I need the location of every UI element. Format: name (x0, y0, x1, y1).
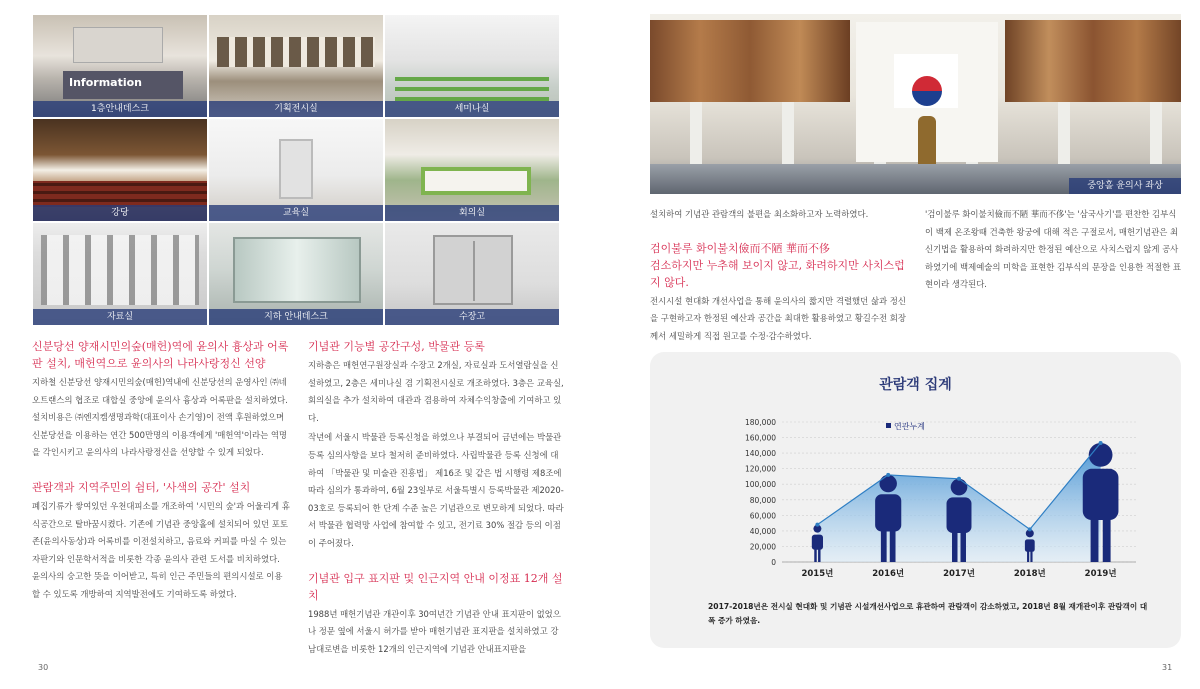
photo-caption: 1층안내데스크 (33, 101, 207, 117)
y-tick-label: 60,000 (749, 511, 776, 521)
photo-caption: 강당 (33, 205, 207, 221)
photo-archive-room (32, 222, 208, 326)
legend-label: 연관누계 (894, 422, 925, 431)
y-tick-label: 40,000 (749, 526, 776, 536)
chart-note: 2017-2018년은 전시실 현대화 및 기념관 시설개선사업으로 휴관하여 관람객이 감소하였고, 2018년 8월 재개관이후 관람객이 대폭 증가 하였음. (708, 602, 1148, 625)
information-sign: Information (69, 76, 142, 89)
person-leg (881, 530, 887, 562)
person-leg (890, 530, 896, 562)
section-signage (308, 570, 564, 659)
person-torso (947, 497, 972, 533)
photo-seminar-room (384, 14, 560, 118)
quote-explanation: '검이불루 화이불치儉而不陋 華而不侈'는 '삼국사기'를 편찬한 김부식이 백제 온조왕때 건축한 왕궁에 대해 적은 구절로서, 매헌기념관은 최신기법을 활용하여 화려하지만 한정된 예산으로 사치스럽지 않게 공사하였기에 백제예술의 미학을 표현한 김부식의 문장을 인용한 적절한 표현이라 생각된다. (925, 209, 1181, 290)
y-tick-label: 140,000 (744, 449, 776, 459)
person-leg (960, 531, 965, 562)
right-column-b (925, 204, 1181, 294)
person-leg (818, 548, 820, 562)
photo-classroom (208, 118, 384, 222)
x-tick-label: 2015년 (801, 569, 834, 579)
section-body: 1988년 매헌기념관 개관이후 30여년간 기념관 안내 표지판이 없었으나 정문 옆에 서울시 허가를 받아 매헌기념관 표지판을 설치하였고 강남대로변을 비롯한 12개의 인근지역에 기념관 안내표지판을 (308, 608, 561, 654)
photo-caption: 기획전시실 (209, 101, 383, 117)
photo-caption: 회의실 (385, 205, 559, 221)
section-museum-registration (308, 338, 564, 553)
section-heading: 기념관 기능별 공간구성, 박물관 등록 (308, 340, 485, 353)
right-column-a (650, 204, 910, 345)
y-tick-label: 20,000 (749, 542, 776, 552)
person-leg (814, 548, 816, 562)
photo-caption: 중앙홀 윤의사 좌상 (1069, 178, 1181, 194)
quote-heading: 검이불루 화이불치儉而不陋 華而不侈 (650, 241, 830, 255)
section-subway-bust (32, 338, 290, 462)
photo-storage-room (384, 222, 560, 326)
x-tick-label: 2017년 (943, 569, 975, 579)
person-head (879, 475, 896, 492)
photo-info-desk (32, 14, 208, 118)
x-tick-label: 2018년 (1013, 569, 1046, 579)
photo-grid (32, 14, 560, 326)
person-leg (1103, 518, 1111, 562)
section-heading: 신분당선 양재시민의숲(매헌)역에 윤의사 흉상과 어록판 설치, 매헌역으로 윤의사의 나라사랑정신 선양 (32, 340, 289, 370)
person-torso (875, 494, 901, 531)
photo-caption: 세미나실 (385, 101, 559, 117)
photo-meeting-room (384, 118, 560, 222)
section-heading: 기념관 입구 표지판 및 인근지역 안내 이정표 12개 설치 (308, 571, 563, 602)
y-tick-label: 120,000 (744, 464, 776, 474)
section-body: 작년에 서울시 박물관 등록신청을 하였으나 부결되어 금년에는 박물관 등록 심의사항을 보다 철저히 준비하였다. 사립박물관 등록 신청에 대하여 「박물관 및 미술관 진흥법」 제16조 및 같은 법 시행령 제8조에 따라 심의가 통과하여, 6월 23일부로 서울특별시 등록박물관 제2020-03호로 등록되어 한 단계 수준 높은 기념관으로 변모하게 되었다. 따라서 박물관 협력망 사업에 참여할 수 있고, 전기료 30% 절감 등의 이점이 주어졌다. (308, 432, 564, 548)
data-point (815, 523, 819, 527)
person-leg (952, 531, 957, 562)
photo-auditorium (32, 118, 208, 222)
chart-title: 관람객 집계 (879, 377, 952, 393)
continued-text: 설치하여 기념관 관람객의 불편을 최소화하고자 노력하였다. (650, 209, 869, 219)
page-number-left: 30 (38, 663, 49, 672)
person-torso (812, 535, 823, 550)
person-torso (1025, 539, 1035, 551)
y-tick-label: 160,000 (744, 433, 776, 443)
photo-exhibition-room (208, 14, 384, 118)
quote-subheading: 검소하지만 누추해 보이지 않고, 화려하지만 사치스럽지 않다. (650, 258, 905, 289)
section-heading: 관람객과 지역주민의 쉼터, '사색의 공간' 설치 (32, 480, 251, 494)
x-tick-label: 2016년 (872, 569, 905, 579)
person-leg (1091, 518, 1099, 562)
left-column-b (308, 338, 564, 675)
x-tick-label: 2019년 (1084, 569, 1117, 579)
section-body: 폐집기류가 쌓여있던 우천대피소를 개조하여 '시민의 숲'과 어울리게 휴식공간으로 탈바꿈시켰다. 기존에 기념관 중앙홀에 설치되어 있던 포토존(윤의사동상)과 어록비를 이전설치하고, 음료와 커피를 마실 수 있는 자판기와 인문학서적을 비롯한 각종 윤의사 관련 도서를 비치하였다. 윤의사의 숭고한 뜻을 이어받고, 특히 인근 주민들의 편의시설로 이용할 수 있도록 개방하여 지역발전에도 기여하도록 하였다. (32, 500, 290, 599)
photo-basement-desk (208, 222, 384, 326)
page-number-right: 31 (1162, 663, 1173, 672)
left-column-a (32, 338, 290, 621)
photo-caption: 자료실 (33, 309, 207, 325)
photo-caption: 지하 안내데스크 (209, 309, 383, 325)
person-leg (1030, 550, 1032, 562)
quote-body: 전시시설 현대화 개선사업을 통해 윤의사의 짧지만 격렬했던 삶과 정신을 구현하고자 한정된 예산과 공간을 최대한 활용하였고 황길수전 회장께서 세밀하게 직접 원고를 수정·감수하였다. (650, 295, 906, 341)
y-tick-label: 180,000 (744, 418, 776, 427)
data-point (886, 473, 890, 477)
section-rest-space (32, 479, 290, 604)
person-head (1089, 443, 1113, 467)
section-body: 지하층은 매헌연구원장실과 수장고 2개실, 자료실과 도서열람실을 신설하였고, 2층은 세미나실 겸 기획전시실로 개조하였다. 3층은 교육실, 회의실을 추가 설치하여 대관과 겸용하여 자체수익창출에 기여하고 있다. (308, 360, 564, 423)
legend-swatch (886, 423, 891, 428)
data-point (957, 477, 961, 481)
person-leg (1027, 550, 1029, 562)
y-tick-label: 0 (771, 558, 776, 567)
photo-caption: 수장고 (385, 309, 559, 325)
y-tick-label: 100,000 (744, 480, 776, 490)
person-head (951, 479, 968, 496)
photo-caption: 교육실 (209, 205, 383, 221)
data-point (1099, 441, 1103, 445)
y-tick-label: 80,000 (749, 495, 776, 505)
person-torso (1083, 469, 1119, 520)
section-body: 지하철 신분당선 양재시민의숲(매헌)역내에 신분당선의 운영사인 ㈜네오트랜스의 협조로 대합실 중앙에 윤의사 흉상과 어록판을 설치하였다. 설치비용은 ㈜엔지켐생명과학(대표이사 손기영)이 전액 후원하였으며 신분당선을 이용하는 연간 500만명의 이용객에게 '매헌역'이라는 역명을 각인시키고 윤의사의 나라사랑정신을 선양할 수 있게 되었다. (32, 377, 288, 458)
visitor-chart-card (650, 352, 1181, 648)
photo-central-hall (650, 14, 1181, 194)
data-point (1028, 527, 1032, 531)
